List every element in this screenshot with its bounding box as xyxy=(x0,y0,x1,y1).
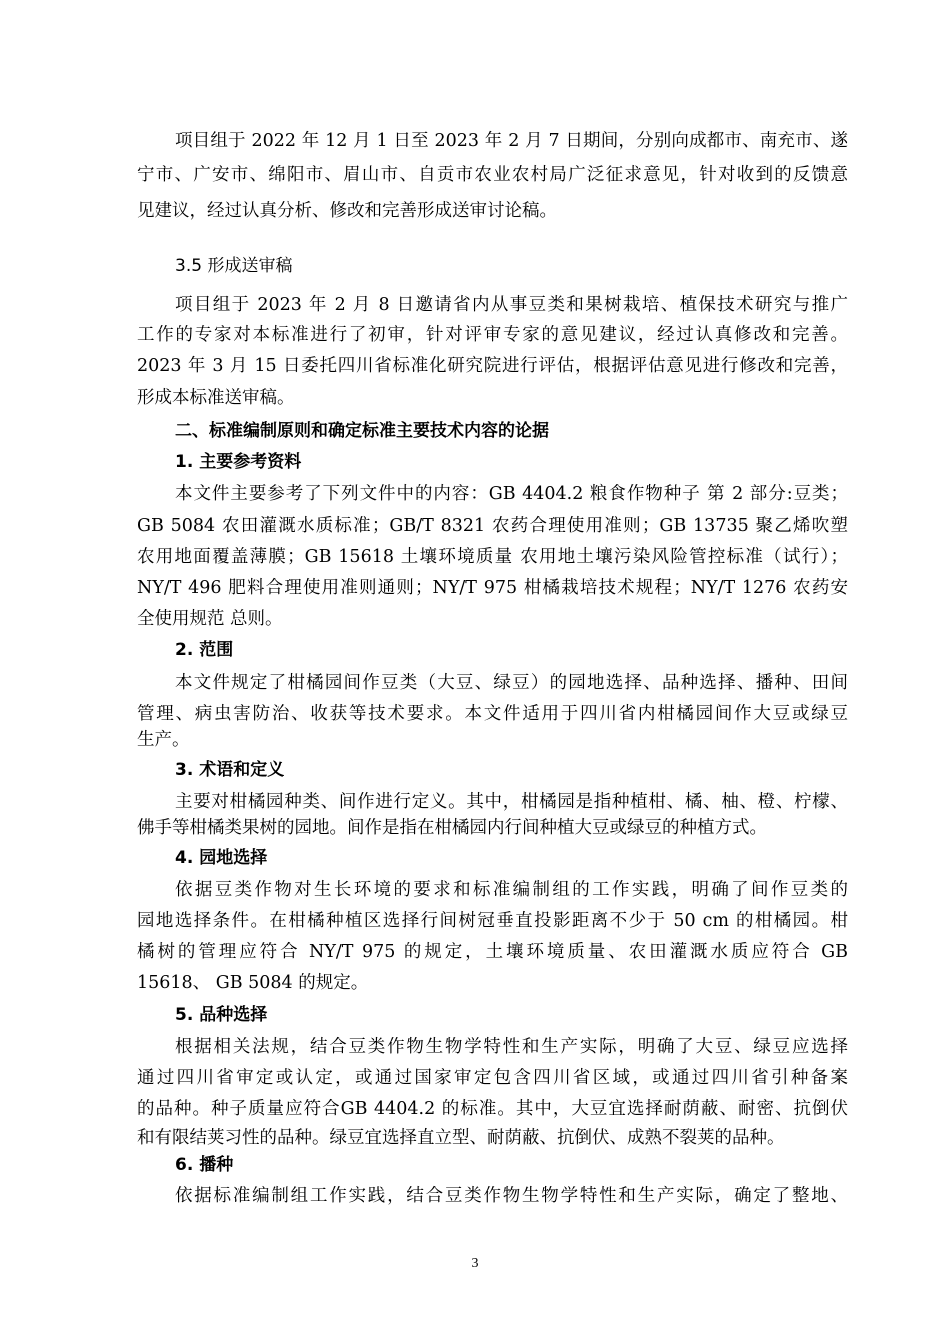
paragraph-line: 2023 年 3 月 15 日委托四川省标准化研究院进行评估，根据评估意见进行修改和完善， xyxy=(137,356,848,376)
paragraph-line: 的品种。种子质量应符合GB 4404.2 的标准。其中，大豆宜选择耐荫蔽、耐密、抗倒伏 xyxy=(137,1099,848,1119)
paragraph-line: 管理、病虫害防治、收获等技术要求。本文件适用于四川省内柑橘园间作大豆或绿豆 xyxy=(137,704,848,724)
paragraph-line: 主要对柑橘园种类、间作进行定义。其中，柑橘园是指种植柑、橘、柚、橙、柠檬、 xyxy=(175,792,848,812)
section-heading: 2. 范围 xyxy=(175,640,234,660)
paragraph-line: 农用地面覆盖薄膜；GB 15618 土壤环境质量 农用地土壤污染风险管控标准（试行）； xyxy=(137,547,848,567)
section-heading: 1. 主要参考资料 xyxy=(175,452,302,472)
paragraph-line: 依据豆类作物对生长环境的要求和标准编制组的工作实践，明确了间作豆类的 xyxy=(175,880,848,900)
section-heading: 二、标准编制原则和确定标准主要技术内容的论据 xyxy=(175,421,549,441)
paragraph-line: 橘树的管理应符合 NY/T 975 的规定，土壤环境质量、农田灌溉水质应符合 GB xyxy=(137,942,848,962)
paragraph-line: 依据标准编制组工作实践，结合豆类作物生物学特性和生产实际，确定了整地、 xyxy=(175,1186,848,1206)
paragraph-line: 根据相关法规，结合豆类作物生物学特性和生产实际，明确了大豆、绿豆应选择 xyxy=(175,1037,848,1057)
paragraph-line: 本文件主要参考了下列文件中的内容：GB 4404.2 粮食作物种子 第 2 部分:豆类； xyxy=(175,484,848,504)
paragraph-line: 见建议，经过认真分析、修改和完善形成送审讨论稿。 xyxy=(137,201,557,221)
page-number: 3 xyxy=(471,1256,479,1271)
paragraph-line: 和有限结荚习性的品种。绿豆宜选择直立型、耐荫蔽、抗倒伏、成熟不裂荚的品种。 xyxy=(137,1128,785,1148)
section-heading: 6. 播种 xyxy=(175,1155,234,1175)
paragraph-line: 通过四川省审定或认定，或通过国家审定包含四川省区域，或通过四川省引种备案 xyxy=(137,1068,848,1088)
section-heading: 5. 品种选择 xyxy=(175,1005,268,1025)
paragraph-line: 工作的专家对本标准进行了初审，针对评审专家的意见建议，经过认真修改和完善。 xyxy=(137,325,848,345)
section-heading: 3.5 形成送审稿 xyxy=(175,256,293,276)
paragraph-line: 生产。 xyxy=(137,730,190,750)
paragraph-line: 项目组于 2023 年 2 月 8 日邀请省内从事豆类和果树栽培、植保技术研究与推广 xyxy=(175,295,848,315)
paragraph-line: 园地选择条件。在柑橘种植区选择行间树冠垂直投影距离不少于 50 cm 的柑橘园。柑 xyxy=(137,911,848,931)
section-heading: 3. 术语和定义 xyxy=(175,760,285,780)
section-heading: 4. 园地选择 xyxy=(175,848,268,868)
paragraph-line: 本文件规定了柑橘园间作豆类（大豆、绿豆）的园地选择、品种选择、播种、田间 xyxy=(175,673,848,693)
paragraph-line: 项目组于 2022 年 12 月 1 日至 2023 年 2 月 7 日期间，分别向成都市、南充市、遂 xyxy=(175,131,848,151)
paragraph-line: GB 5084 农田灌溉水质标准；GB/T 8321 农药合理使用准则；GB 13735 聚乙烯吹塑 xyxy=(137,516,848,536)
paragraph-line: 全使用规范 总则。 xyxy=(137,609,283,629)
paragraph-line: 形成本标准送审稿。 xyxy=(137,388,295,408)
paragraph-line: NY/T 496 肥料合理使用准则通则；NY/T 975 柑橘栽培技术规程；NY/T 1276 农药安 xyxy=(137,578,848,598)
paragraph-line: 宁市、广安市、绵阳市、眉山市、自贡市农业农村局广泛征求意见，针对收到的反馈意 xyxy=(137,165,848,185)
paragraph-line: 佛手等柑橘类果树的园地。间作是指在柑橘园内行间种植大豆或绿豆的种植方式。 xyxy=(137,818,767,838)
paragraph-line: 15618、 GB 5084 的规定。 xyxy=(137,973,369,993)
